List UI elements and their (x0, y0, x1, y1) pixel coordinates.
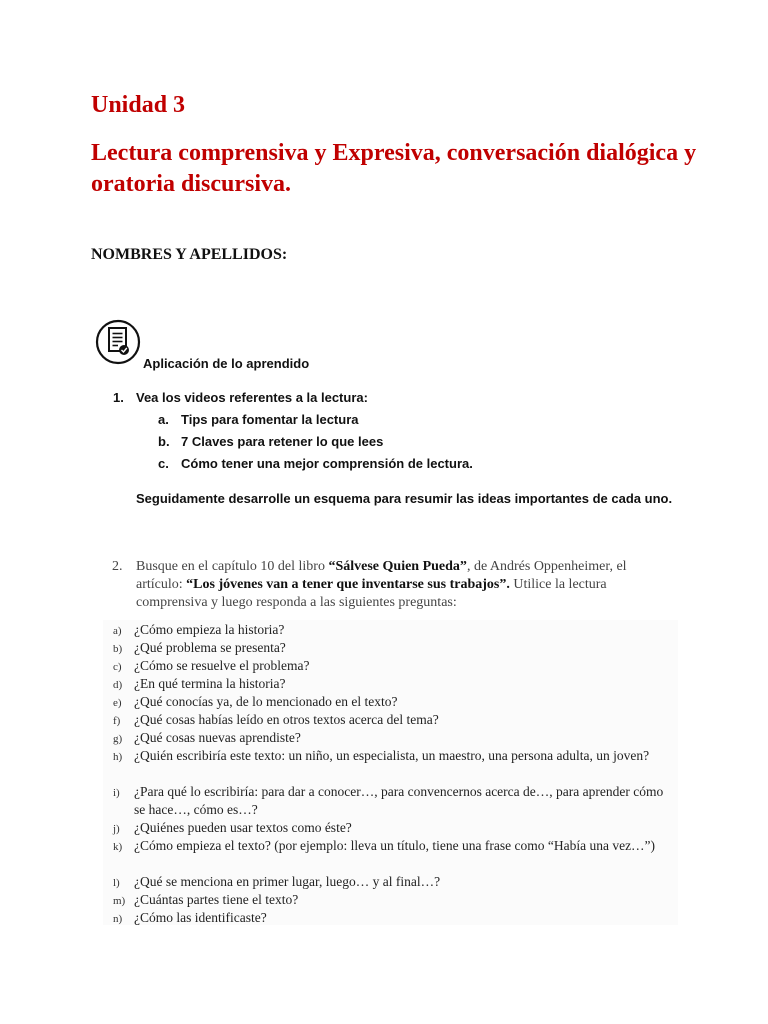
questions-list (103, 620, 678, 925)
article-title: “Los jóvenes van a tener que inventarse sus trabajos”. (186, 577, 510, 592)
item-text: ¿Qué se menciona en primer lugar, luego… y al final…? (134, 874, 441, 889)
followup-instruction: Seguidamente desarrolle un esquema para resumir las ideas importantes de cada uno. (136, 491, 673, 506)
item-letter: c. (158, 456, 169, 471)
item-letter: e) (113, 697, 122, 709)
question-text (136, 558, 672, 612)
question-text: Vea los videos referentes a la lectura: (136, 390, 368, 405)
question-number: 1. (113, 390, 124, 405)
book-title: “Sálvese Quien Pueda” (328, 559, 467, 574)
item-letter: a. (158, 412, 169, 427)
item-text: Tips para fomentar la lectura (181, 412, 359, 427)
item-text: ¿Cómo se resuelve el problema? (134, 658, 310, 673)
q2-part2: , de Andrés Oppenheimer, el artículo: (136, 559, 627, 592)
question-number: 2. (112, 559, 123, 574)
item-letter: j) (113, 823, 120, 835)
item-letter: b. (158, 434, 170, 449)
item-letter: a) (113, 625, 122, 637)
item-text: ¿Para qué lo escribiría: para dar a conocer…, para convencernos acerca de…, para aprender cómo se hace…, cómo es…? (134, 784, 664, 817)
item-text: ¿Quiénes pueden usar textos como éste? (134, 820, 352, 835)
item-text: ¿Qué problema se presenta? (134, 640, 286, 655)
item-letter: l) (113, 877, 120, 889)
section-label: Aplicación de lo aprendido (143, 356, 310, 371)
item-text: ¿En qué termina la historia? (134, 676, 286, 691)
unit-heading: Unidad 3 (91, 92, 186, 118)
item-text: ¿Cómo las identificaste? (134, 910, 267, 925)
item-letter: k) (113, 841, 123, 853)
item-text: ¿Qué cosas nuevas aprendiste? (134, 730, 301, 745)
document-check-icon (94, 318, 144, 368)
item-letter: d) (113, 679, 123, 691)
item-letter: n) (113, 913, 123, 925)
q2-part3: Utilice la lectura comprensiva y luego responda a las siguientes preguntas: (136, 577, 607, 610)
unit-title: Lectura comprensiva y Expresiva, conversación dialógica y oratoria discursiva. (91, 140, 697, 197)
item-text: ¿Cómo empieza el texto? (por ejemplo: lleva un título, tiene una frase como “Había una vez…”) (134, 838, 656, 853)
q2-part1: Busque en el capítulo 10 del libro (136, 559, 329, 574)
item-text: ¿Qué conocías ya, de lo mencionado en el texto? (134, 694, 398, 709)
item-letter: f) (113, 715, 121, 727)
item-letter: b) (113, 643, 123, 655)
item-text: 7 Claves para retener lo que lees (181, 434, 384, 449)
item-text: ¿Cómo empieza la historia? (134, 622, 285, 637)
item-letter: g) (113, 733, 123, 745)
item-text: ¿Cuántas partes tiene el texto? (134, 892, 299, 907)
item-text: Cómo tener una mejor comprensión de lectura. (181, 456, 473, 471)
item-letter: h) (113, 751, 123, 763)
item-letter: i) (113, 787, 120, 799)
names-label: NOMBRES Y APELLIDOS: (91, 246, 288, 263)
item-text: ¿Qué cosas habías leído en otros textos acerca del tema? (134, 712, 439, 727)
item-letter: m) (113, 895, 126, 907)
item-letter: c) (113, 661, 122, 673)
item-text: ¿Quién escribiría este texto: un niño, un especialista, un maestro, una persona adulta, un joven? (134, 748, 650, 763)
